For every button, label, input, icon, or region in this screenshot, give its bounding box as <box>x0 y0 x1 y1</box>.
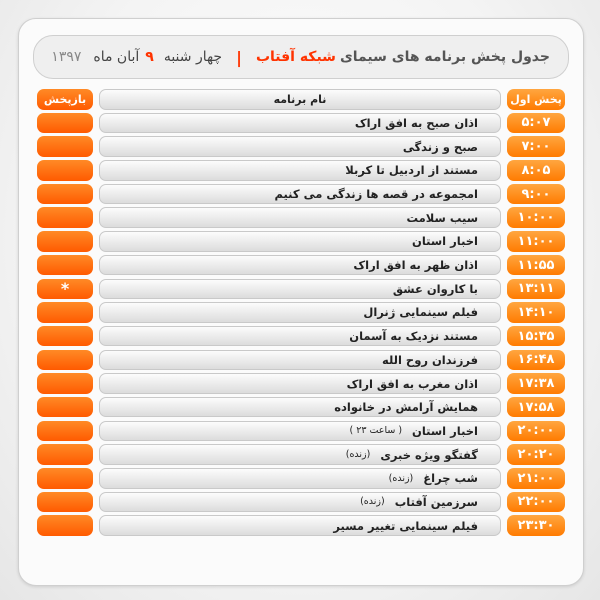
program-name-text: اذان صبح به افق اراک <box>354 115 478 130</box>
row-time: ۲۰:۰۰ <box>507 421 565 442</box>
row-rerun <box>37 255 93 276</box>
column-header-name: نام برنامه <box>99 89 501 110</box>
header-title: جدول پخش برنامه های سیمای <box>339 49 550 65</box>
table-row <box>37 113 565 134</box>
row-time: ۱۷:۳۸ <box>507 373 565 394</box>
program-name-text: سیب سلامت <box>406 210 478 225</box>
row-program-name <box>99 492 501 513</box>
table-header-row <box>37 89 565 110</box>
row-program-name <box>99 397 501 418</box>
row-time: ۹:۰۰ <box>507 184 565 205</box>
row-time: ۲۲:۰۰ <box>507 492 565 513</box>
program-name-text: مستند نزدیک به آسمان <box>349 329 478 344</box>
row-rerun <box>37 444 93 465</box>
row-rerun <box>37 326 93 347</box>
row-time: ۸:۰۵ <box>507 160 565 181</box>
program-note: (زنده) <box>345 449 371 461</box>
row-rerun <box>37 468 93 489</box>
header-year: ۱۳۹۷ <box>51 49 82 65</box>
row-program-name <box>99 444 501 465</box>
row-program-name <box>99 350 501 371</box>
program-name-text: فیلم سینمایی تغییر مسیر <box>333 518 478 533</box>
row-rerun <box>37 515 93 536</box>
table-row <box>37 444 565 465</box>
row-time: ۲۰:۲۰ <box>507 444 565 465</box>
row-rerun <box>37 302 93 323</box>
row-program-name <box>99 302 501 323</box>
row-program-name <box>99 373 501 394</box>
row-time: ۱۶:۴۸ <box>507 350 565 371</box>
table-row <box>37 397 565 418</box>
row-program-name <box>99 279 501 300</box>
header-day: ۹ <box>145 49 154 65</box>
row-time: ۱۱:۵۵ <box>507 255 565 276</box>
row-time: ۱۵:۳۵ <box>507 326 565 347</box>
row-time: ۱۴:۱۰ <box>507 302 565 323</box>
table-row <box>37 160 565 181</box>
row-program-name <box>99 421 501 442</box>
row-rerun <box>37 350 93 371</box>
row-time: ۱۰:۰۰ <box>507 207 565 228</box>
row-rerun <box>37 397 93 418</box>
row-time: ۱۱:۰۰ <box>507 231 565 252</box>
table-row <box>37 373 565 394</box>
row-time: ۷:۰۰ <box>507 136 565 157</box>
row-program-name <box>99 326 501 347</box>
program-note: ( ساعت ۲۳ ) <box>349 425 403 437</box>
row-program-name <box>99 468 501 489</box>
schedule-table <box>37 89 565 539</box>
program-note: (زنده) <box>360 496 385 508</box>
schedule-frame <box>18 18 584 586</box>
table-row <box>37 184 565 205</box>
table-row <box>37 492 565 513</box>
row-rerun <box>37 184 93 205</box>
program-name-text: مستند از اردبیل تا کربلا <box>345 163 478 178</box>
program-name-text: اخبار استان <box>412 234 478 249</box>
program-name-text: سرزمین آفتاب <box>394 494 478 509</box>
row-rerun <box>37 421 93 442</box>
row-program-name <box>99 207 501 228</box>
row-program-name <box>99 515 501 536</box>
program-name-text: شب چراغ <box>423 471 478 486</box>
table-row <box>37 421 565 442</box>
table-row <box>37 326 565 347</box>
program-name-text: همایش آرامش در خانواده <box>334 400 478 415</box>
program-name-text: با کاروان عشق <box>392 281 478 296</box>
row-time: ۱۳:۱۱ <box>507 279 565 300</box>
program-name-text: اذان ظهر به افق اراک <box>353 258 478 273</box>
row-time: ۲۳:۳۰ <box>507 515 565 536</box>
row-time: ۱۷:۵۸ <box>507 397 565 418</box>
table-row <box>37 136 565 157</box>
column-header-time: پخش اول <box>507 89 565 110</box>
row-rerun <box>37 373 93 394</box>
program-name-text: فیلم سینمایی ژنرال <box>363 305 478 320</box>
column-header-rerun: بازپخش <box>37 89 93 110</box>
table-row <box>37 468 565 489</box>
program-name-text: فرزندان روح الله <box>381 352 478 367</box>
program-note: (زنده) <box>388 472 414 484</box>
program-name-text: اخبار استان <box>412 423 478 438</box>
table-row <box>37 279 565 300</box>
header-weekday: چهار شنبه <box>163 49 223 65</box>
table-row <box>37 207 565 228</box>
row-rerun: * <box>37 279 93 300</box>
program-name-text: اذان مغرب به افق اراک <box>346 376 478 391</box>
header-separator: | <box>236 47 242 67</box>
table-row <box>37 231 565 252</box>
row-rerun <box>37 160 93 181</box>
row-rerun <box>37 207 93 228</box>
row-program-name <box>99 136 501 157</box>
header-network: شبکه آفتاب <box>255 49 336 65</box>
table-row <box>37 350 565 371</box>
program-name-text: صبح و زندگی <box>402 139 478 154</box>
row-time: ۲۱:۰۰ <box>507 468 565 489</box>
schedule-header <box>33 35 569 79</box>
table-row <box>37 302 565 323</box>
row-program-name <box>99 160 501 181</box>
row-program-name <box>99 184 501 205</box>
header-month: آبان ماه <box>93 49 140 65</box>
program-name-text: گفتگو ویژه خبری <box>380 447 478 462</box>
row-rerun <box>37 113 93 134</box>
program-name-text: امجموعه در قصه ها زندگی می کنیم <box>274 187 478 201</box>
row-program-name <box>99 231 501 252</box>
row-program-name <box>99 113 501 134</box>
row-rerun <box>37 492 93 513</box>
row-rerun <box>37 231 93 252</box>
table-row <box>37 255 565 276</box>
table-row <box>37 515 565 536</box>
row-time: ۵:۰۷ <box>507 113 565 134</box>
row-program-name <box>99 255 501 276</box>
row-rerun <box>37 136 93 157</box>
